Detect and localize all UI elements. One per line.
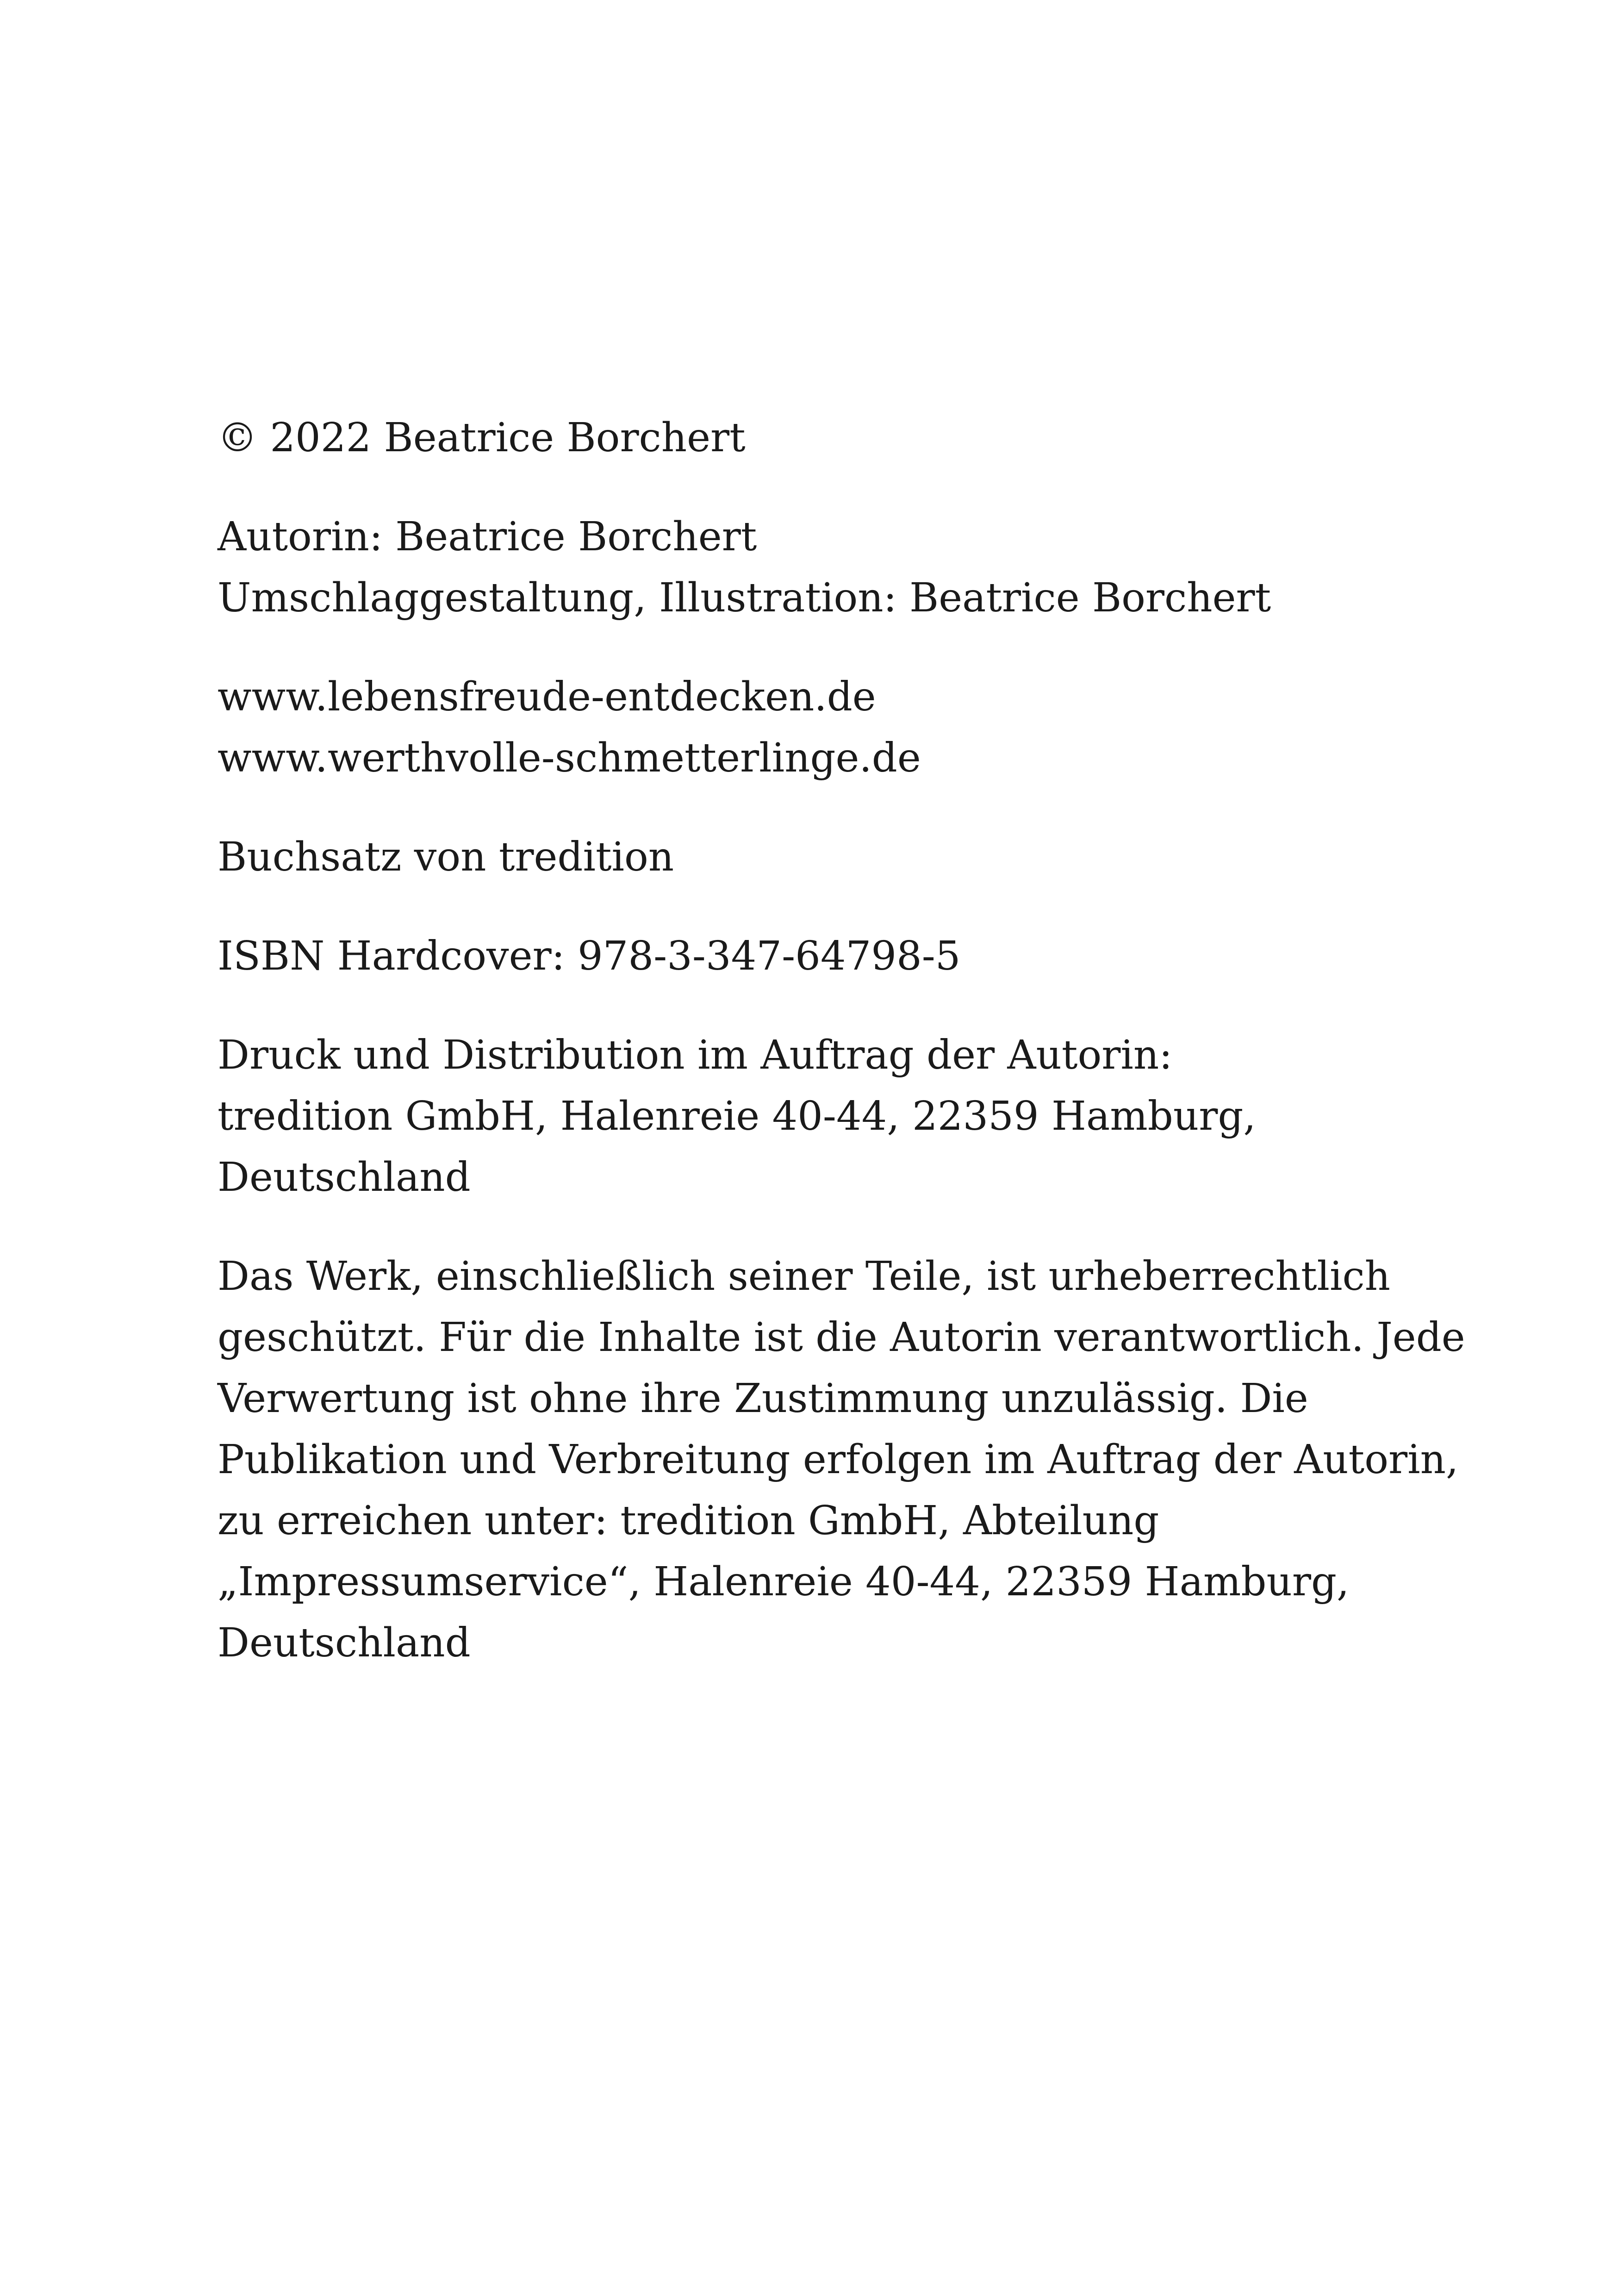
distribution-line: tredition GmbH, Halenreie 40-44, 22359 Hamburg, bbox=[218, 1093, 1256, 1139]
typesetting-block bbox=[218, 827, 1490, 888]
legal-notice-line: geschützt. Für die Inhalte ist die Autorin verantwortlich. Jede bbox=[218, 1314, 1465, 1361]
website-link-1: www.lebensfreude-entdecken.de bbox=[218, 674, 876, 720]
distribution-line: Deutschland bbox=[218, 1154, 471, 1201]
legal-notice-block bbox=[218, 1246, 1490, 1674]
imprint-text bbox=[218, 407, 1490, 1711]
isbn-line: ISBN Hardcover: 978-3-347-64798-5 bbox=[218, 933, 961, 979]
typesetting-line: Buchsatz von tredition bbox=[218, 834, 674, 880]
credits-block bbox=[218, 506, 1490, 628]
copyright-line: © 2022 Beatrice Borchert bbox=[218, 415, 746, 461]
website-link-2: www.werthvolle-schmetterlinge.de bbox=[218, 735, 921, 781]
legal-notice-line: „Impressumservice“, Halenreie 40-44, 22359 Hamburg, bbox=[218, 1559, 1350, 1605]
cover-credit: Umschlaggestaltung, Illustration: Beatrice Borchert bbox=[218, 575, 1271, 621]
legal-notice-line: Das Werk, einschließlich seiner Teile, ist urheberrechtlich bbox=[218, 1253, 1391, 1300]
isbn-block bbox=[218, 926, 1490, 987]
websites-block bbox=[218, 666, 1490, 789]
legal-notice-line: zu erreichen unter: tredition GmbH, Abteilung bbox=[218, 1498, 1159, 1544]
author-credit: Autorin: Beatrice Borchert bbox=[218, 514, 757, 560]
legal-notice-line: Verwertung ist ohne ihre Zustimmung unzulässig. Die bbox=[218, 1375, 1308, 1422]
distribution-line: Druck und Distribution im Auftrag der Autorin: bbox=[218, 1032, 1173, 1078]
copyright-block bbox=[218, 407, 1490, 468]
distribution-block bbox=[218, 1025, 1490, 1208]
legal-notice-line: Deutschland bbox=[218, 1620, 471, 1666]
legal-notice-line: Publikation und Verbreitung erfolgen im Auftrag der Autorin, bbox=[218, 1437, 1459, 1483]
